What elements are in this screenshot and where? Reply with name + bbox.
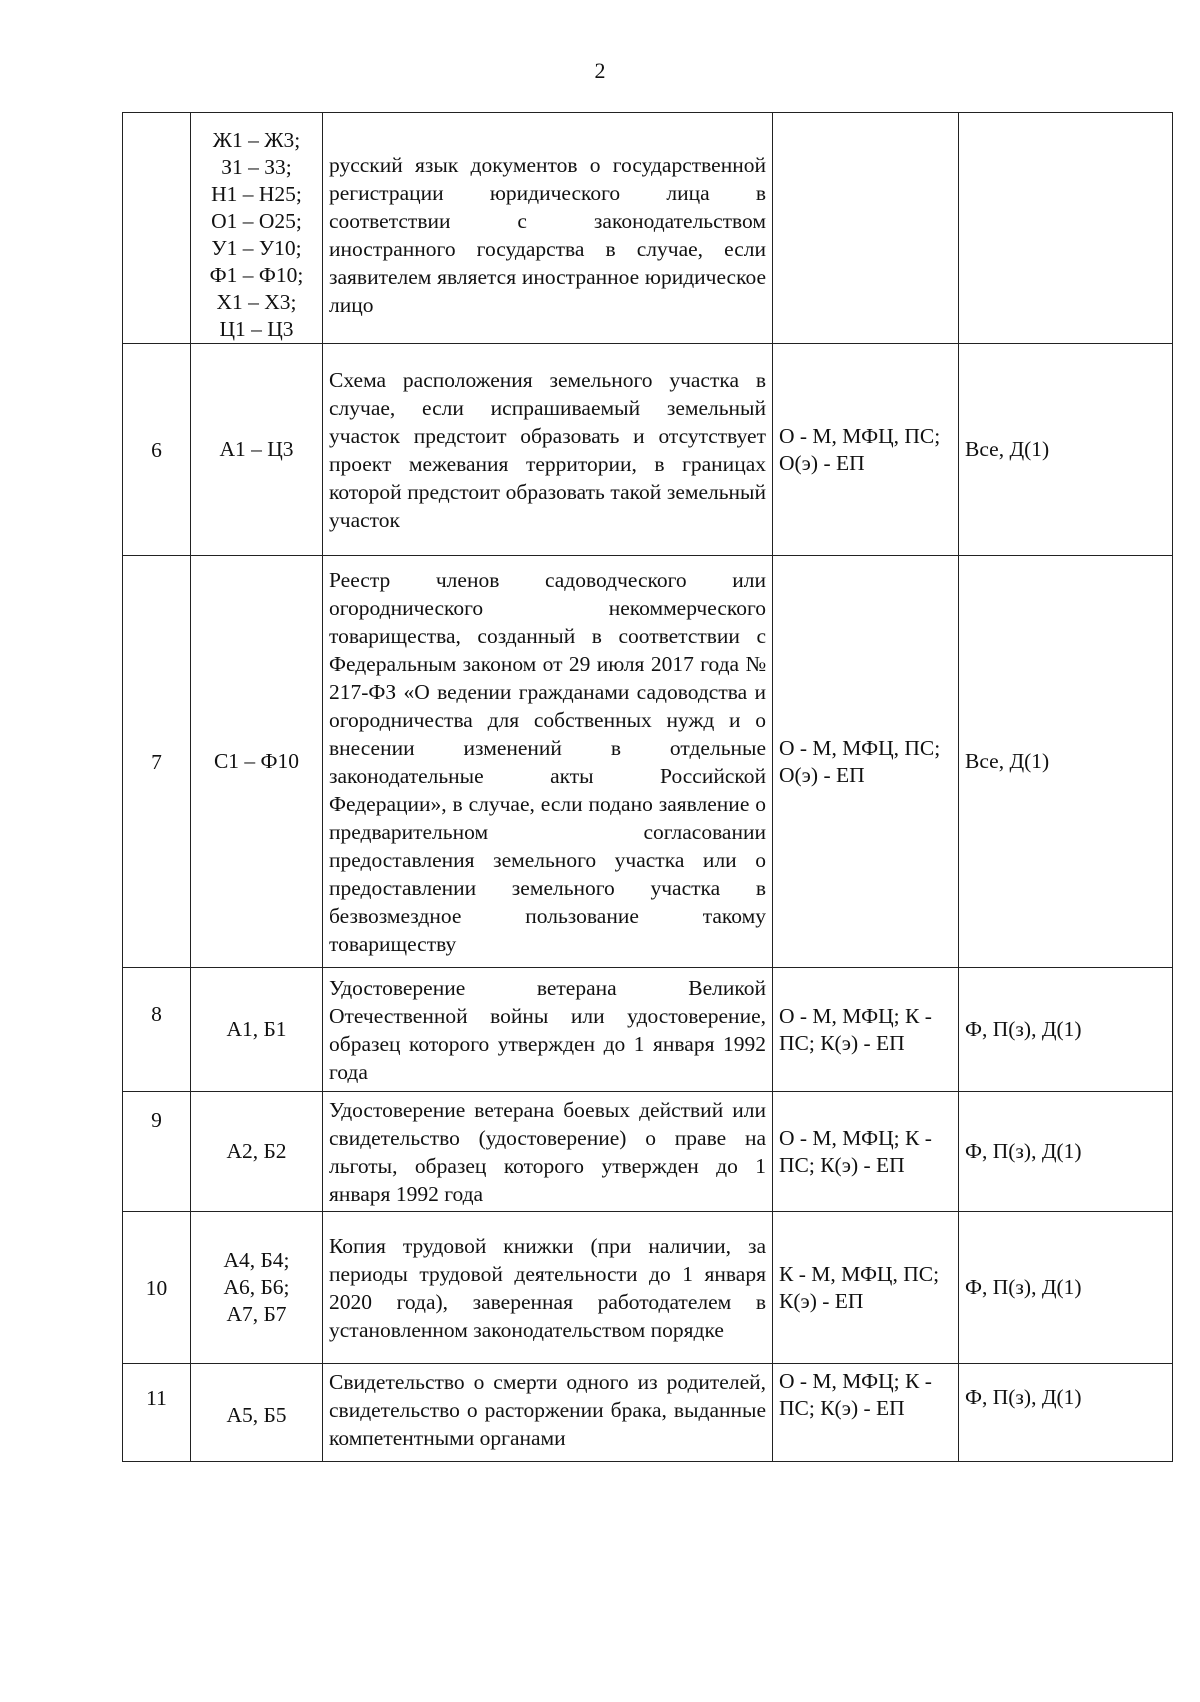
table-row [123, 113, 1173, 344]
code-line: Ц1 – Ц3 [219, 317, 294, 341]
submission-form: О - М, МФЦ, ПС; О(э) - ЕП [773, 556, 959, 968]
submission-form: О - М, МФЦ, ПС; О(э) - ЕП [773, 344, 959, 556]
table-row [123, 1092, 1173, 1212]
row-number: 9 [123, 1092, 191, 1212]
code-line: А7, Б7 [226, 1302, 287, 1326]
document-description: Реестр членов садоводческого или огороднического некоммерческого товарищества, созданный в соответствии с Федеральным законом от 29 июля 2017 года № 217-ФЗ «О ведении гражданами садоводства и огородничества для собственных нужд и о внесении изменений в отдельные законодательные акты Российской Федерации», в случае, если подано заявление о предварительном согласовании предоставления земельного участка или о предоставлении земельного участка в безвозмездное пользование такому товариществу [323, 556, 773, 968]
code-line: А6, Б6; [223, 1275, 290, 1299]
table-row [123, 1364, 1173, 1462]
code-line: А1 – Ц3 [219, 437, 294, 461]
applicant-category [959, 113, 1173, 344]
table-row [123, 344, 1173, 556]
code-line: А1, Б1 [226, 1017, 287, 1041]
row-number: 11 [123, 1364, 191, 1462]
category-codes [191, 1092, 323, 1212]
submission-form: О - М, МФЦ; К - ПС; К(э) - ЕП [773, 1364, 959, 1462]
row-number [123, 113, 191, 344]
category-codes [191, 113, 323, 344]
applicant-category: Все, Д(1) [959, 556, 1173, 968]
row-number: 10 [123, 1212, 191, 1364]
document-description: Схема расположения земельного участка в случае, если испрашиваемый земельный участок предстоит образовать и отсутствует проект межевания территории, в границах которой предстоит образовать такой земельный участок [323, 344, 773, 556]
code-line: Х1 – Х3; [216, 290, 297, 314]
document-description: Удостоверение ветерана Великой Отечественной войны или удостоверение, образец которого утвержден до 1 января 1992 года [323, 968, 773, 1092]
code-line: А5, Б5 [226, 1403, 287, 1427]
category-codes [191, 344, 323, 556]
row-number: 7 [123, 556, 191, 968]
table-row [123, 1212, 1173, 1364]
category-codes [191, 968, 323, 1092]
table-row [123, 968, 1173, 1092]
code-line: Ф1 – Ф10; [209, 263, 304, 287]
code-line: О1 – О25; [211, 209, 302, 233]
applicant-category: Все, Д(1) [959, 344, 1173, 556]
applicant-category: Ф, П(з), Д(1) [959, 1092, 1173, 1212]
row-number: 8 [123, 968, 191, 1092]
category-codes [191, 1212, 323, 1364]
code-line: Н1 – Н25; [211, 182, 302, 206]
table-row [123, 556, 1173, 968]
submission-form: О - М, МФЦ; К - ПС; К(э) - ЕП [773, 1092, 959, 1212]
code-line: А2, Б2 [226, 1139, 287, 1163]
code-line: У1 – У10; [211, 236, 302, 260]
document-description: Удостоверение ветерана боевых действий или свидетельство (удостоверение) о праве на льготы, образец которого утвержден до 1 января 1992 года [323, 1092, 773, 1212]
applicant-category: Ф, П(з), Д(1) [959, 1364, 1173, 1462]
category-codes [191, 1364, 323, 1462]
document-description: русский язык документов о государственной регистрации юридического лица в соответствии с законодательством иностранного государства в случае, если заявителем является иностранное юридическое лицо [323, 113, 773, 344]
submission-form [773, 113, 959, 344]
code-line: Ж1 – Ж3; [212, 128, 301, 152]
submission-form: О - М, МФЦ; К - ПС; К(э) - ЕП [773, 968, 959, 1092]
code-line: А4, Б4; [223, 1248, 290, 1272]
category-codes [191, 556, 323, 968]
documents-table [122, 112, 1173, 1462]
code-line: С1 – Ф10 [213, 749, 300, 773]
document-description: Свидетельство о смерти одного из родителей, свидетельство о расторжении брака, выданные компетентными органами [323, 1364, 773, 1462]
row-number: 6 [123, 344, 191, 556]
document-description: Копия трудовой книжки (при наличии, за периоды трудовой деятельности до 1 января 2020 года), заверенная работодателем в установленном законодательством порядке [323, 1212, 773, 1364]
submission-form: К - М, МФЦ, ПС; К(э) - ЕП [773, 1212, 959, 1364]
applicant-category: Ф, П(з), Д(1) [959, 1212, 1173, 1364]
code-line: З1 – З3; [221, 155, 292, 179]
page-number: 2 [594, 58, 606, 83]
applicant-category: Ф, П(з), Д(1) [959, 968, 1173, 1092]
